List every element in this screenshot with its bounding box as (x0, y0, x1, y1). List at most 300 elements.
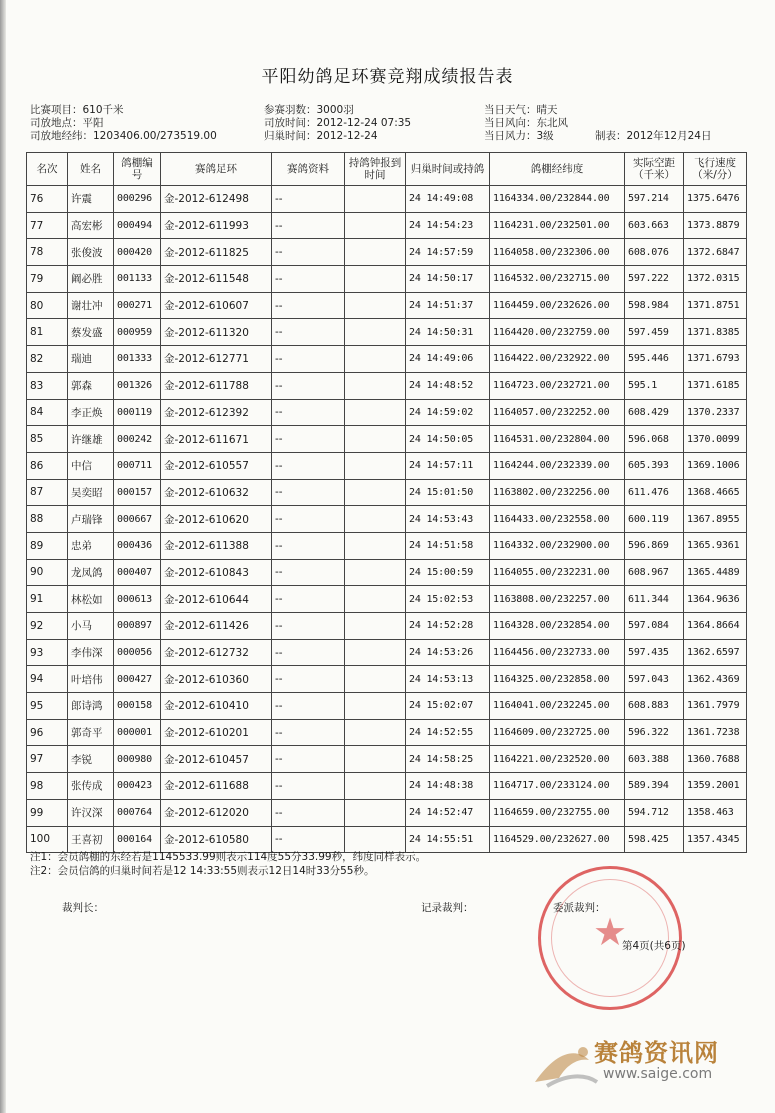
cell-name: 阚必胜 (68, 266, 114, 293)
cell-speed: 1361.7238 (684, 719, 747, 746)
cell-name: 郭奇平 (68, 719, 114, 746)
table-row (27, 452, 747, 479)
cell-loft-coords: 1164659.00/232755.00 (490, 799, 625, 826)
cell-pigeon-info: -- (272, 746, 345, 773)
cell-name: 林松如 (68, 586, 114, 613)
cell-speed: 1371.8385 (684, 319, 747, 346)
cell-loft-coords: 1164420.00/232759.00 (490, 319, 625, 346)
table-row (27, 506, 747, 533)
table-row (27, 532, 747, 559)
cell-arrival-time: 24 14:49:06 (406, 346, 490, 373)
cell-loft-id: 000897 (114, 613, 161, 640)
cell-speed: 1370.0099 (684, 426, 747, 453)
cell-arrival-time: 24 14:54:23 (406, 212, 490, 239)
cell-clock-time (345, 292, 406, 319)
cell-ring: 金-2012-611825 (161, 239, 272, 266)
cell-clock-time (345, 666, 406, 693)
cell-rank: 95 (27, 693, 68, 720)
cell-pigeon-info: -- (272, 719, 345, 746)
cell-speed: 1371.6793 (684, 346, 747, 373)
cell-pigeon-info: -- (272, 799, 345, 826)
cell-arrival-time: 24 14:50:31 (406, 319, 490, 346)
table-row (27, 399, 747, 426)
cell-ring: 金-2012-610607 (161, 292, 272, 319)
table-row (27, 186, 747, 213)
cell-pigeon-info: -- (272, 506, 345, 533)
cell-distance: 611.476 (625, 479, 684, 506)
cell-arrival-time: 24 14:49:08 (406, 186, 490, 213)
cell-loft-coords: 1164717.00/233124.00 (490, 773, 625, 800)
cell-clock-time (345, 399, 406, 426)
table-row (27, 826, 747, 853)
weather: 当日天气：晴天 (484, 104, 558, 116)
cell-loft-coords: 1164529.00/232627.00 (490, 826, 625, 853)
cell-loft-id: 000271 (114, 292, 161, 319)
cell-loft-id: 000296 (114, 186, 161, 213)
race-info-col3 (484, 104, 568, 143)
cell-clock-time (345, 266, 406, 293)
scan-edge (0, 0, 6, 1113)
cell-loft-coords: 1164328.00/232854.00 (490, 613, 625, 640)
table-row (27, 799, 747, 826)
watermark-url: www.saige.com (603, 1066, 713, 1082)
cell-loft-id: 000056 (114, 639, 161, 666)
cell-name: 张传成 (68, 773, 114, 800)
race-info-col2 (264, 104, 411, 143)
cell-name: 吴奕昭 (68, 479, 114, 506)
cell-speed: 1365.4489 (684, 559, 747, 586)
footnotes (30, 850, 426, 878)
cell-distance: 596.068 (625, 426, 684, 453)
entry-count: 参赛羽数：3000羽 (264, 104, 354, 116)
cell-name: 瑞迪 (68, 346, 114, 373)
cell-ring: 金-2012-610410 (161, 693, 272, 720)
cell-name: 张俊波 (68, 239, 114, 266)
cell-speed: 1359.2001 (684, 773, 747, 800)
table-row (27, 212, 747, 239)
cell-loft-id: 000420 (114, 239, 161, 266)
results-body (27, 186, 747, 853)
cell-ring: 金-2012-611388 (161, 532, 272, 559)
cell-speed: 1362.6597 (684, 639, 747, 666)
cell-pigeon-info: -- (272, 479, 345, 506)
cell-name: 龙凤鸽 (68, 559, 114, 586)
table-row (27, 292, 747, 319)
cell-ring: 金-2012-612771 (161, 346, 272, 373)
table-row (27, 666, 747, 693)
cell-distance: 608.883 (625, 693, 684, 720)
col-distance: 实际空距（千米） (625, 153, 684, 186)
report-date: 制表：2012年12月24日 (595, 130, 712, 142)
table-row (27, 479, 747, 506)
cell-pigeon-info: -- (272, 186, 345, 213)
cell-arrival-time: 24 14:53:13 (406, 666, 490, 693)
cell-loft-id: 000157 (114, 479, 161, 506)
cell-loft-id: 000980 (114, 746, 161, 773)
cell-loft-coords: 1164723.00/232721.00 (490, 372, 625, 399)
table-row (27, 746, 747, 773)
recorder-referee-label: 记录裁判： (421, 902, 474, 914)
cell-ring: 金-2012-610620 (161, 506, 272, 533)
cell-rank: 90 (27, 559, 68, 586)
cell-name: 王喜初 (68, 826, 114, 853)
col-loft-id: 鸽棚编号 (114, 153, 161, 186)
cell-loft-coords: 1164532.00/232715.00 (490, 266, 625, 293)
cell-clock-time (345, 773, 406, 800)
cell-speed: 1368.4665 (684, 479, 747, 506)
cell-name: 许震 (68, 186, 114, 213)
cell-pigeon-info: -- (272, 666, 345, 693)
cell-speed: 1364.9636 (684, 586, 747, 613)
table-row (27, 346, 747, 373)
cell-clock-time (345, 613, 406, 640)
col-speed: 飞行速度（米/分） (684, 153, 747, 186)
cell-ring: 金-2012-610557 (161, 452, 272, 479)
results-table (26, 152, 747, 853)
cell-loft-id: 000119 (114, 399, 161, 426)
table-row (27, 613, 747, 640)
cell-ring: 金-2012-612732 (161, 639, 272, 666)
cell-rank: 99 (27, 799, 68, 826)
cell-distance: 589.394 (625, 773, 684, 800)
cell-ring: 金-2012-611788 (161, 372, 272, 399)
cell-arrival-time: 24 14:52:47 (406, 799, 490, 826)
cell-clock-time (345, 372, 406, 399)
cell-loft-id: 000407 (114, 559, 161, 586)
cell-loft-coords: 1164334.00/232844.00 (490, 186, 625, 213)
cell-pigeon-info: -- (272, 693, 345, 720)
cell-loft-coords: 1163802.00/232256.00 (490, 479, 625, 506)
footnote-2: 注2：会员信鸽的归巢时间若是12 14:33:55则表示12日14时33分55秒。 (30, 865, 375, 877)
cell-arrival-time: 24 14:59:02 (406, 399, 490, 426)
cell-speed: 1369.1006 (684, 452, 747, 479)
cell-ring: 金-2012-610644 (161, 586, 272, 613)
cell-distance: 597.459 (625, 319, 684, 346)
cell-rank: 92 (27, 613, 68, 640)
cell-clock-time (345, 319, 406, 346)
cell-distance: 597.214 (625, 186, 684, 213)
cell-distance: 608.429 (625, 399, 684, 426)
cell-pigeon-info: -- (272, 532, 345, 559)
cell-clock-time (345, 506, 406, 533)
cell-arrival-time: 24 14:50:05 (406, 426, 490, 453)
cell-loft-id: 000164 (114, 826, 161, 853)
cell-clock-time (345, 693, 406, 720)
cell-rank: 88 (27, 506, 68, 533)
cell-clock-time (345, 639, 406, 666)
cell-name: 许继雄 (68, 426, 114, 453)
cell-speed: 1364.8664 (684, 613, 747, 640)
cell-clock-time (345, 559, 406, 586)
cell-loft-coords: 1164058.00/232306.00 (490, 239, 625, 266)
cell-ring: 金-2012-610632 (161, 479, 272, 506)
cell-distance: 596.869 (625, 532, 684, 559)
cell-pigeon-info: -- (272, 426, 345, 453)
cell-loft-coords: 1164221.00/232520.00 (490, 746, 625, 773)
cell-ring: 金-2012-610360 (161, 666, 272, 693)
cell-speed: 1372.0315 (684, 266, 747, 293)
cell-speed: 1361.7979 (684, 693, 747, 720)
seal-star-icon: ★ (593, 910, 628, 954)
cell-rank: 91 (27, 586, 68, 613)
cell-arrival-time: 24 14:48:52 (406, 372, 490, 399)
cell-pigeon-info: -- (272, 372, 345, 399)
cell-loft-id: 000242 (114, 426, 161, 453)
table-header-row (27, 153, 747, 186)
cell-rank: 85 (27, 426, 68, 453)
cell-name: 高宏彬 (68, 212, 114, 239)
cell-name: 郎诗鸿 (68, 693, 114, 720)
cell-rank: 96 (27, 719, 68, 746)
table-row (27, 559, 747, 586)
cell-ring: 金-2012-610201 (161, 719, 272, 746)
cell-ring: 金-2012-610843 (161, 559, 272, 586)
cell-distance: 603.663 (625, 212, 684, 239)
release-time: 司放时间：2012-12-24 07:35 (264, 117, 412, 129)
cell-arrival-time: 24 14:58:25 (406, 746, 490, 773)
delegate-referee-label: 委派裁判： (553, 902, 606, 914)
cell-rank: 97 (27, 746, 68, 773)
cell-distance: 598.425 (625, 826, 684, 853)
cell-loft-coords: 1164433.00/232558.00 (490, 506, 625, 533)
cell-distance: 600.119 (625, 506, 684, 533)
cell-loft-coords: 1164459.00/232626.00 (490, 292, 625, 319)
cell-clock-time (345, 239, 406, 266)
cell-arrival-time: 24 14:51:37 (406, 292, 490, 319)
cell-distance: 597.435 (625, 639, 684, 666)
table-row (27, 693, 747, 720)
cell-rank: 86 (27, 452, 68, 479)
table-row (27, 239, 747, 266)
cell-rank: 98 (27, 773, 68, 800)
cell-ring: 金-2012-611426 (161, 613, 272, 640)
cell-pigeon-info: -- (272, 399, 345, 426)
cell-ring: 金-2012-612020 (161, 799, 272, 826)
cell-pigeon-info: -- (272, 266, 345, 293)
cell-speed: 1372.6847 (684, 239, 747, 266)
col-rank: 名次 (27, 153, 68, 186)
cell-distance: 605.393 (625, 452, 684, 479)
cell-ring: 金-2012-612392 (161, 399, 272, 426)
cell-arrival-time: 24 14:52:55 (406, 719, 490, 746)
table-row (27, 773, 747, 800)
cell-arrival-time: 24 14:57:11 (406, 452, 490, 479)
cell-distance: 595.446 (625, 346, 684, 373)
cell-loft-id: 001333 (114, 346, 161, 373)
cell-loft-coords: 1164231.00/232501.00 (490, 212, 625, 239)
cell-clock-time (345, 799, 406, 826)
cell-ring: 金-2012-611671 (161, 426, 272, 453)
cell-clock-time (345, 426, 406, 453)
cell-pigeon-info: -- (272, 826, 345, 853)
cell-arrival-time: 24 15:02:53 (406, 586, 490, 613)
cell-loft-coords: 1164041.00/232245.00 (490, 693, 625, 720)
cell-clock-time (345, 452, 406, 479)
cell-rank: 84 (27, 399, 68, 426)
cell-ring: 金-2012-612498 (161, 186, 272, 213)
col-ring: 赛鸽足环 (161, 153, 272, 186)
cell-clock-time (345, 746, 406, 773)
wind-direction: 当日风向：东北风 (484, 117, 568, 129)
cell-loft-id: 000427 (114, 666, 161, 693)
cell-loft-id: 000667 (114, 506, 161, 533)
cell-pigeon-info: -- (272, 239, 345, 266)
cell-ring: 金-2012-610580 (161, 826, 272, 853)
cell-distance: 608.967 (625, 559, 684, 586)
cell-name: 中信 (68, 452, 114, 479)
watermark-brand: 赛鸽资讯网 (594, 1039, 719, 1067)
cell-speed: 1375.6476 (684, 186, 747, 213)
cell-speed: 1367.8955 (684, 506, 747, 533)
cell-speed: 1357.4345 (684, 826, 747, 853)
table-row (27, 586, 747, 613)
cell-distance: 608.076 (625, 239, 684, 266)
cell-clock-time (345, 186, 406, 213)
cell-distance: 603.388 (625, 746, 684, 773)
cell-loft-id: 001133 (114, 266, 161, 293)
cell-clock-time (345, 586, 406, 613)
cell-rank: 89 (27, 532, 68, 559)
page-number: 第4页(共6页) (622, 940, 686, 952)
cell-name: 许汉深 (68, 799, 114, 826)
cell-distance: 597.084 (625, 613, 684, 640)
cell-clock-time (345, 479, 406, 506)
table-row (27, 639, 747, 666)
release-location: 司放地点：平阳 (30, 117, 104, 129)
cell-loft-coords: 1164332.00/232900.00 (490, 532, 625, 559)
race-distance: 比赛项目：610千米 (30, 104, 124, 116)
footnote-1: 注1：会员鸽棚的东经若是1145533.99则表示114度55分33.99秒，纬度同样表示。 (30, 851, 427, 863)
cell-speed: 1358.463 (684, 799, 747, 826)
cell-pigeon-info: -- (272, 212, 345, 239)
cell-arrival-time: 24 14:52:28 (406, 613, 490, 640)
cell-arrival-time: 24 15:02:07 (406, 693, 490, 720)
cell-loft-id: 000001 (114, 719, 161, 746)
cell-arrival-time: 24 15:00:59 (406, 559, 490, 586)
cell-rank: 81 (27, 319, 68, 346)
cell-loft-coords: 1164055.00/232231.00 (490, 559, 625, 586)
cell-ring: 金-2012-611993 (161, 212, 272, 239)
cell-ring: 金-2012-611320 (161, 319, 272, 346)
cell-distance: 598.984 (625, 292, 684, 319)
cell-arrival-time: 24 14:51:58 (406, 532, 490, 559)
return-date: 归巢时间：2012-12-24 (264, 130, 378, 142)
cell-distance: 597.043 (625, 666, 684, 693)
cell-loft-id: 000158 (114, 693, 161, 720)
cell-speed: 1370.2337 (684, 399, 747, 426)
col-arrival-time: 归巢时间或持鸽 (406, 153, 490, 186)
cell-speed: 1365.9361 (684, 532, 747, 559)
cell-loft-coords: 1164456.00/232733.00 (490, 639, 625, 666)
cell-distance: 596.322 (625, 719, 684, 746)
cell-rank: 76 (27, 186, 68, 213)
cell-arrival-time: 24 14:57:59 (406, 239, 490, 266)
cell-loft-id: 001326 (114, 372, 161, 399)
cell-pigeon-info: -- (272, 346, 345, 373)
cell-pigeon-info: -- (272, 586, 345, 613)
cell-clock-time (345, 212, 406, 239)
cell-clock-time (345, 719, 406, 746)
cell-rank: 100 (27, 826, 68, 853)
cell-loft-coords: 1164531.00/232804.00 (490, 426, 625, 453)
release-coordinates: 司放地经纬：1203406.00/273519.00 (30, 130, 217, 142)
cell-distance: 595.1 (625, 372, 684, 399)
cell-ring: 金-2012-611548 (161, 266, 272, 293)
cell-rank: 82 (27, 346, 68, 373)
chief-referee-label: 裁判长： (62, 902, 104, 914)
cell-loft-id: 000764 (114, 799, 161, 826)
cell-arrival-time: 24 14:53:26 (406, 639, 490, 666)
cell-rank: 93 (27, 639, 68, 666)
cell-pigeon-info: -- (272, 639, 345, 666)
cell-name: 忠弟 (68, 532, 114, 559)
cell-speed: 1362.4369 (684, 666, 747, 693)
table-row (27, 266, 747, 293)
cell-rank: 78 (27, 239, 68, 266)
cell-loft-id: 000423 (114, 773, 161, 800)
race-info-col1 (30, 104, 217, 143)
cell-rank: 83 (27, 372, 68, 399)
table-row (27, 319, 747, 346)
cell-pigeon-info: -- (272, 559, 345, 586)
cell-name: 李正焕 (68, 399, 114, 426)
cell-distance: 594.712 (625, 799, 684, 826)
report-title: 平阳幼鸽足环赛竞翔成绩报告表 (261, 67, 514, 87)
cell-pigeon-info: -- (272, 319, 345, 346)
cell-rank: 80 (27, 292, 68, 319)
cell-loft-coords: 1164609.00/232725.00 (490, 719, 625, 746)
col-name: 姓名 (68, 153, 114, 186)
cell-speed: 1371.6185 (684, 372, 747, 399)
cell-arrival-time: 24 14:53:43 (406, 506, 490, 533)
cell-rank: 94 (27, 666, 68, 693)
cell-pigeon-info: -- (272, 452, 345, 479)
cell-name: 谢壮冲 (68, 292, 114, 319)
cell-name: 李锐 (68, 746, 114, 773)
cell-rank: 79 (27, 266, 68, 293)
cell-pigeon-info: -- (272, 773, 345, 800)
cell-arrival-time: 24 14:48:38 (406, 773, 490, 800)
cell-speed: 1373.8879 (684, 212, 747, 239)
col-clock-time: 持鸽钟报到时间 (345, 153, 406, 186)
col-loft-coords: 鸽棚经纬度 (490, 153, 625, 186)
cell-name: 李伟深 (68, 639, 114, 666)
cell-loft-coords: 1164325.00/232858.00 (490, 666, 625, 693)
col-pigeon-info: 赛鸽资料 (272, 153, 345, 186)
cell-loft-coords: 1164057.00/232252.00 (490, 399, 625, 426)
wind-force: 当日风力：3级 (484, 130, 554, 142)
cell-loft-coords: 1163808.00/232257.00 (490, 586, 625, 613)
cell-clock-time (345, 346, 406, 373)
cell-clock-time (345, 532, 406, 559)
cell-loft-coords: 1164422.00/232922.00 (490, 346, 625, 373)
cell-name: 卢瑞锋 (68, 506, 114, 533)
cell-name: 郭森 (68, 372, 114, 399)
cell-loft-coords: 1164244.00/232339.00 (490, 452, 625, 479)
cell-pigeon-info: -- (272, 292, 345, 319)
cell-arrival-time: 24 14:55:51 (406, 826, 490, 853)
cell-clock-time (345, 826, 406, 853)
cell-name: 小马 (68, 613, 114, 640)
cell-ring: 金-2012-611688 (161, 773, 272, 800)
cell-loft-id: 000613 (114, 586, 161, 613)
table-row (27, 426, 747, 453)
cell-rank: 77 (27, 212, 68, 239)
cell-pigeon-info: -- (272, 613, 345, 640)
cell-loft-id: 000959 (114, 319, 161, 346)
cell-arrival-time: 24 15:01:50 (406, 479, 490, 506)
cell-name: 蔡发盛 (68, 319, 114, 346)
